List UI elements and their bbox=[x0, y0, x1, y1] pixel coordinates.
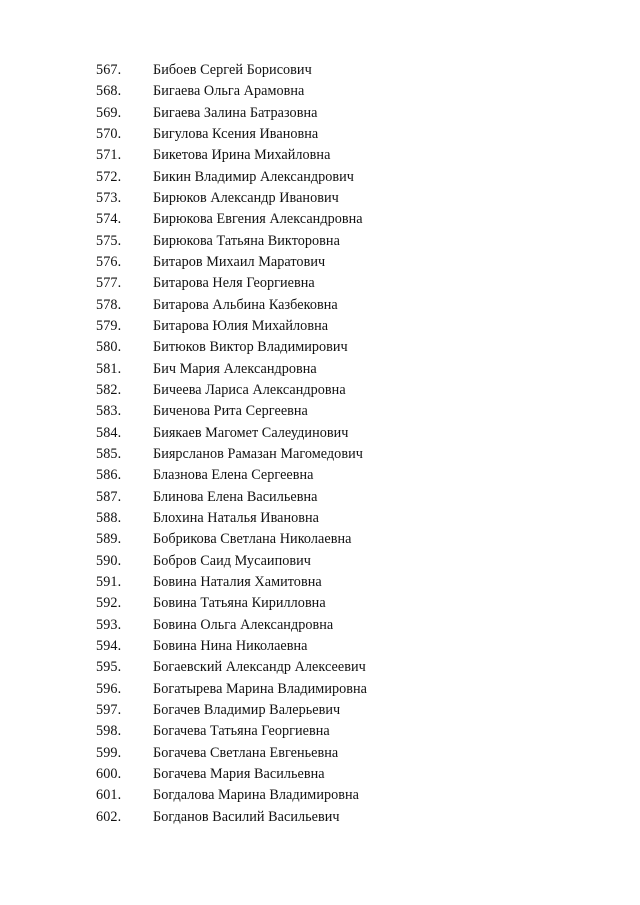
entry-number: 572. bbox=[96, 168, 122, 185]
entry-number: 568. bbox=[96, 83, 122, 100]
entry-name: Бигаева Ольга Арамовна bbox=[153, 83, 305, 100]
list-item bbox=[96, 593, 596, 614]
entry-name: Битарова Юлия Михайловна bbox=[153, 318, 329, 335]
entry-number: 578. bbox=[96, 296, 122, 313]
entry-name: Бибоев Сергей Борисович bbox=[153, 62, 312, 79]
list-item bbox=[96, 743, 596, 764]
entry-name: Битюков Виктор Владимирович bbox=[153, 339, 348, 356]
entry-name: Бикетова Ирина Михайловна bbox=[153, 147, 331, 164]
entry-name: Биченова Рита Сергеевна bbox=[153, 403, 308, 420]
list-item bbox=[96, 572, 596, 593]
entry-number: 593. bbox=[96, 616, 122, 633]
entry-name: Бичеева Лариса Александровна bbox=[153, 382, 346, 399]
list-item bbox=[96, 188, 596, 209]
list-item bbox=[96, 359, 596, 380]
entry-number: 596. bbox=[96, 680, 122, 697]
list-item bbox=[96, 401, 596, 422]
list-item bbox=[96, 337, 596, 358]
list-item bbox=[96, 103, 596, 124]
entry-name: Богачев Владимир Валерьевич bbox=[153, 702, 341, 718]
entry-name: Богатырева Марина Владимировна bbox=[153, 680, 367, 697]
entry-name: Блинова Елена Васильевна bbox=[153, 488, 318, 505]
entry-name: Бирюкова Евгения Александровна bbox=[153, 211, 363, 228]
entry-name: Бовина Татьяна Кирилловна bbox=[153, 595, 326, 612]
list-item bbox=[96, 231, 596, 252]
list-item bbox=[96, 209, 596, 230]
entry-number: 582. bbox=[96, 382, 122, 399]
list-item bbox=[96, 273, 596, 294]
entry-number: 574. bbox=[96, 211, 122, 228]
entry-number: 589. bbox=[96, 531, 122, 548]
list-item bbox=[96, 124, 596, 145]
entry-number: 584. bbox=[96, 424, 122, 441]
list-item bbox=[96, 295, 596, 316]
list-item bbox=[96, 529, 596, 550]
entry-number: 576. bbox=[96, 254, 122, 271]
entry-number: 600. bbox=[96, 765, 122, 782]
list-item bbox=[96, 60, 596, 81]
entry-name: Бикин Владимир Александрович bbox=[153, 168, 354, 185]
list-item bbox=[96, 700, 596, 721]
entry-name: Бовина Ольга Александровна bbox=[153, 616, 334, 633]
list-item bbox=[96, 487, 596, 508]
entry-number: 585. bbox=[96, 446, 122, 463]
entry-name: Богданов Василий Васильевич bbox=[153, 808, 340, 825]
entry-name: Бигулова Ксения Ивановна bbox=[153, 126, 319, 143]
entry-name: Битарова Неля Георгиевна bbox=[153, 275, 315, 292]
entry-name: Бобрикова Светлана Николаевна bbox=[153, 531, 352, 548]
entry-name: Богаевский Александр Алексеевич bbox=[153, 659, 366, 676]
list-item bbox=[96, 252, 596, 273]
list-item bbox=[96, 316, 596, 337]
entry-name: Бовина Наталия Хамитовна bbox=[153, 574, 322, 591]
entry-name: Биякаев Магомет Салеудинович bbox=[153, 424, 349, 441]
entry-name: Блазнова Елена Сергеевна bbox=[153, 467, 314, 484]
name-list bbox=[96, 60, 596, 828]
entry-number: 583. bbox=[96, 403, 122, 420]
list-item bbox=[96, 167, 596, 188]
entry-number: 575. bbox=[96, 232, 122, 249]
list-item bbox=[96, 721, 596, 742]
list-item bbox=[96, 657, 596, 678]
entry-number: 580. bbox=[96, 339, 122, 356]
entry-name: Богачева Светлана Евгеньевна bbox=[153, 744, 339, 761]
entry-number: 599. bbox=[96, 744, 122, 761]
entry-number: 569. bbox=[96, 104, 122, 121]
entry-name: Богдалова Марина Владимировна bbox=[153, 787, 360, 804]
entry-number: 591. bbox=[96, 574, 122, 591]
entry-number: 587. bbox=[96, 488, 122, 505]
entry-name: Бигаева Залина Батразовна bbox=[153, 104, 318, 121]
entry-name: Биярсланов Рамазан Магомедович bbox=[153, 446, 363, 463]
entry-name: Богачева Мария Васильевна bbox=[153, 765, 325, 782]
entry-number: 602. bbox=[96, 808, 122, 825]
list-item bbox=[96, 785, 596, 806]
list-item bbox=[96, 551, 596, 572]
entry-name: Бирюков Александр Иванович bbox=[153, 190, 339, 207]
entry-number: 601. bbox=[96, 787, 122, 804]
entry-name: Битаров Михаил Маратович bbox=[153, 254, 326, 271]
entry-name: Богачева Татьяна Георгиевна bbox=[153, 723, 330, 740]
list-item bbox=[96, 615, 596, 636]
list-item bbox=[96, 764, 596, 785]
entry-name: Бобров Саид Мусаипович bbox=[153, 552, 311, 569]
entry-name: Блохина Наталья Ивановна bbox=[153, 510, 320, 527]
entry-number: 592. bbox=[96, 595, 122, 612]
list-item bbox=[96, 145, 596, 166]
list-item bbox=[96, 81, 596, 102]
entry-number: 581. bbox=[96, 360, 122, 377]
list-item bbox=[96, 636, 596, 657]
entry-number: 579. bbox=[96, 318, 122, 335]
entry-name: Бич Мария Александровна bbox=[153, 360, 317, 377]
list-item bbox=[96, 806, 596, 827]
list-item bbox=[96, 508, 596, 529]
entry-number: 573. bbox=[96, 190, 122, 207]
entry-number: 597. bbox=[96, 702, 122, 718]
entry-number: 567. bbox=[96, 62, 122, 79]
entry-number: 594. bbox=[96, 638, 122, 655]
entry-name: Бовина Нина Николаевна bbox=[153, 638, 308, 655]
list-item bbox=[96, 465, 596, 486]
entry-name: Бирюкова Татьяна Викторовна bbox=[153, 232, 340, 249]
entry-number: 577. bbox=[96, 275, 122, 292]
entry-number: 595. bbox=[96, 659, 122, 676]
entry-number: 598. bbox=[96, 723, 122, 740]
entry-name: Битарова Альбина Казбековна bbox=[153, 296, 338, 313]
list-item bbox=[96, 679, 596, 700]
entry-number: 590. bbox=[96, 552, 122, 569]
entry-number: 586. bbox=[96, 467, 122, 484]
entry-number: 571. bbox=[96, 147, 122, 164]
list-item bbox=[96, 380, 596, 401]
list-item bbox=[96, 423, 596, 444]
list-item bbox=[96, 444, 596, 465]
entry-number: 588. bbox=[96, 510, 122, 527]
entry-number: 570. bbox=[96, 126, 122, 143]
